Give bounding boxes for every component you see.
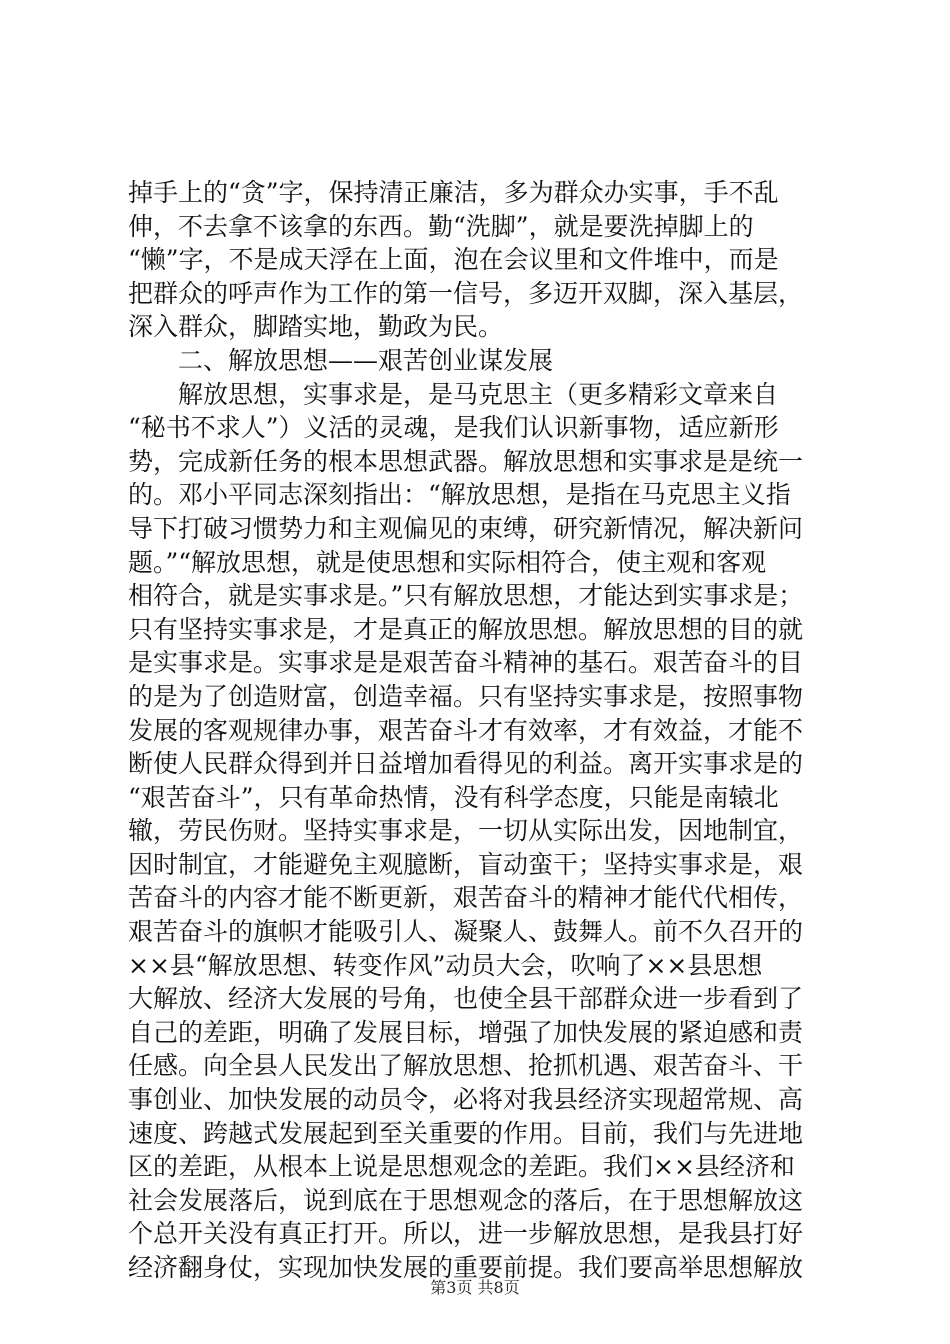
text-line: 区的差距，从根本上说是思想观念的差距。我们××县经济和 [128, 1152, 795, 1182]
text-line: 速度、跨越式发展起到至关重要的作用。目前，我们与先进地 [128, 1118, 804, 1148]
text-line: 个总开关没有真正打开。所以，进一步解放思想，是我县打好 [128, 1219, 804, 1249]
text-line: “秘书不求人”）义活的灵魂，是我们认识新事物，适应新形 [128, 413, 779, 443]
text-line: 只有坚持实事求是，才是真正的解放思想。解放思想的目的就 [128, 614, 804, 644]
text-line: 艰苦奋斗的旗帜才能吸引人、凝聚人、鼓舞人。前不久召开的 [128, 917, 804, 947]
text-line: “懒”字，不是成天浮在上面，泡在会议里和文件堆中，而是 [128, 245, 779, 275]
text-line: 因时制宜，才能避免主观臆断，盲动蛮干；坚持实事求是，艰 [128, 849, 804, 879]
text-line: 苦奋斗的内容才能不断更新，艰苦奋斗的精神才能代代相传， [128, 883, 804, 913]
text-line: 是实事求是。实事求是是艰苦奋斗精神的基石。艰苦奋斗的目 [128, 648, 804, 678]
page-number-footer: 第3页 共8页 [430, 1278, 520, 1297]
text-line: 任感。向全县人民发出了解放思想、抢抓机遇、艰苦奋斗、干 [128, 1051, 804, 1081]
text-line: 断使人民群众得到并日益增加看得见的利益。离开实事求是的 [128, 749, 804, 779]
body-text [128, 176, 838, 1285]
text-line: ××县“解放思想、转变作风”动员大会，吹响了××县思想 [128, 950, 763, 980]
text-line: “艰苦奋斗”，只有革命热情，没有科学态度，只能是南辕北 [128, 782, 779, 812]
text-line: 把群众的呼声作为工作的第一信号，多迈开双脚，深入基层， [128, 278, 804, 308]
text-line: 自己的差距，明确了发展目标，增强了加快发展的紧迫感和责 [128, 1017, 804, 1047]
text-line: 辙，劳民伤财。坚持实事求是，一切从实际出发，因地制宜， [128, 816, 804, 846]
text-line: 发展的客观规律办事，艰苦奋斗才有效率，才有效益，才能不 [128, 715, 804, 745]
section-heading: 二、解放思想——艰苦创业谋发展 [128, 345, 554, 375]
text-line: 经济翻身仗，实现加快发展的重要前提。我们要高举思想解放 [128, 1253, 804, 1282]
text-line: 解放思想，实事求是，是马克思主（更多精彩文章来自 [128, 379, 779, 409]
text-line: 事创业、加快发展的动员令，必将对我县经济实现超常规、高 [128, 1085, 804, 1115]
text-line: 导下打破习惯势力和主观偏见的束缚，研究新情况，解决新问 [128, 513, 804, 543]
text-line: 大解放、经济大发展的号角，也使全县干部群众进一步看到了 [128, 984, 804, 1014]
text-line: 势，完成新任务的根本思想武器。解放思想和实事求是是统一 [128, 446, 804, 476]
text-line: 掉手上的“贪”字，保持清正廉洁，多为群众办实事，手不乱 [128, 178, 779, 207]
text-line: 伸，不去拿不该拿的东西。勤“洗脚”，就是要洗掉脚上的 [128, 211, 754, 241]
text-line: 的是为了创造财富，创造幸福。只有坚持实事求是，按照事物 [128, 681, 804, 711]
text-line: 的。邓小平同志深刻指出：“解放思想，是指在马克思主义指 [128, 480, 791, 510]
text-line: 题。”“解放思想，就是使思想和实际相符合，使主观和客观 [128, 547, 767, 577]
text-line: 社会发展落后，说到底在于思想观念的落后，在于思想解放这 [128, 1185, 804, 1215]
text-line: 深入群众，脚踏实地，勤政为民。 [128, 312, 504, 342]
text-line: 相符合，就是实事求是。”只有解放思想，才能达到实事求是； [128, 581, 804, 611]
